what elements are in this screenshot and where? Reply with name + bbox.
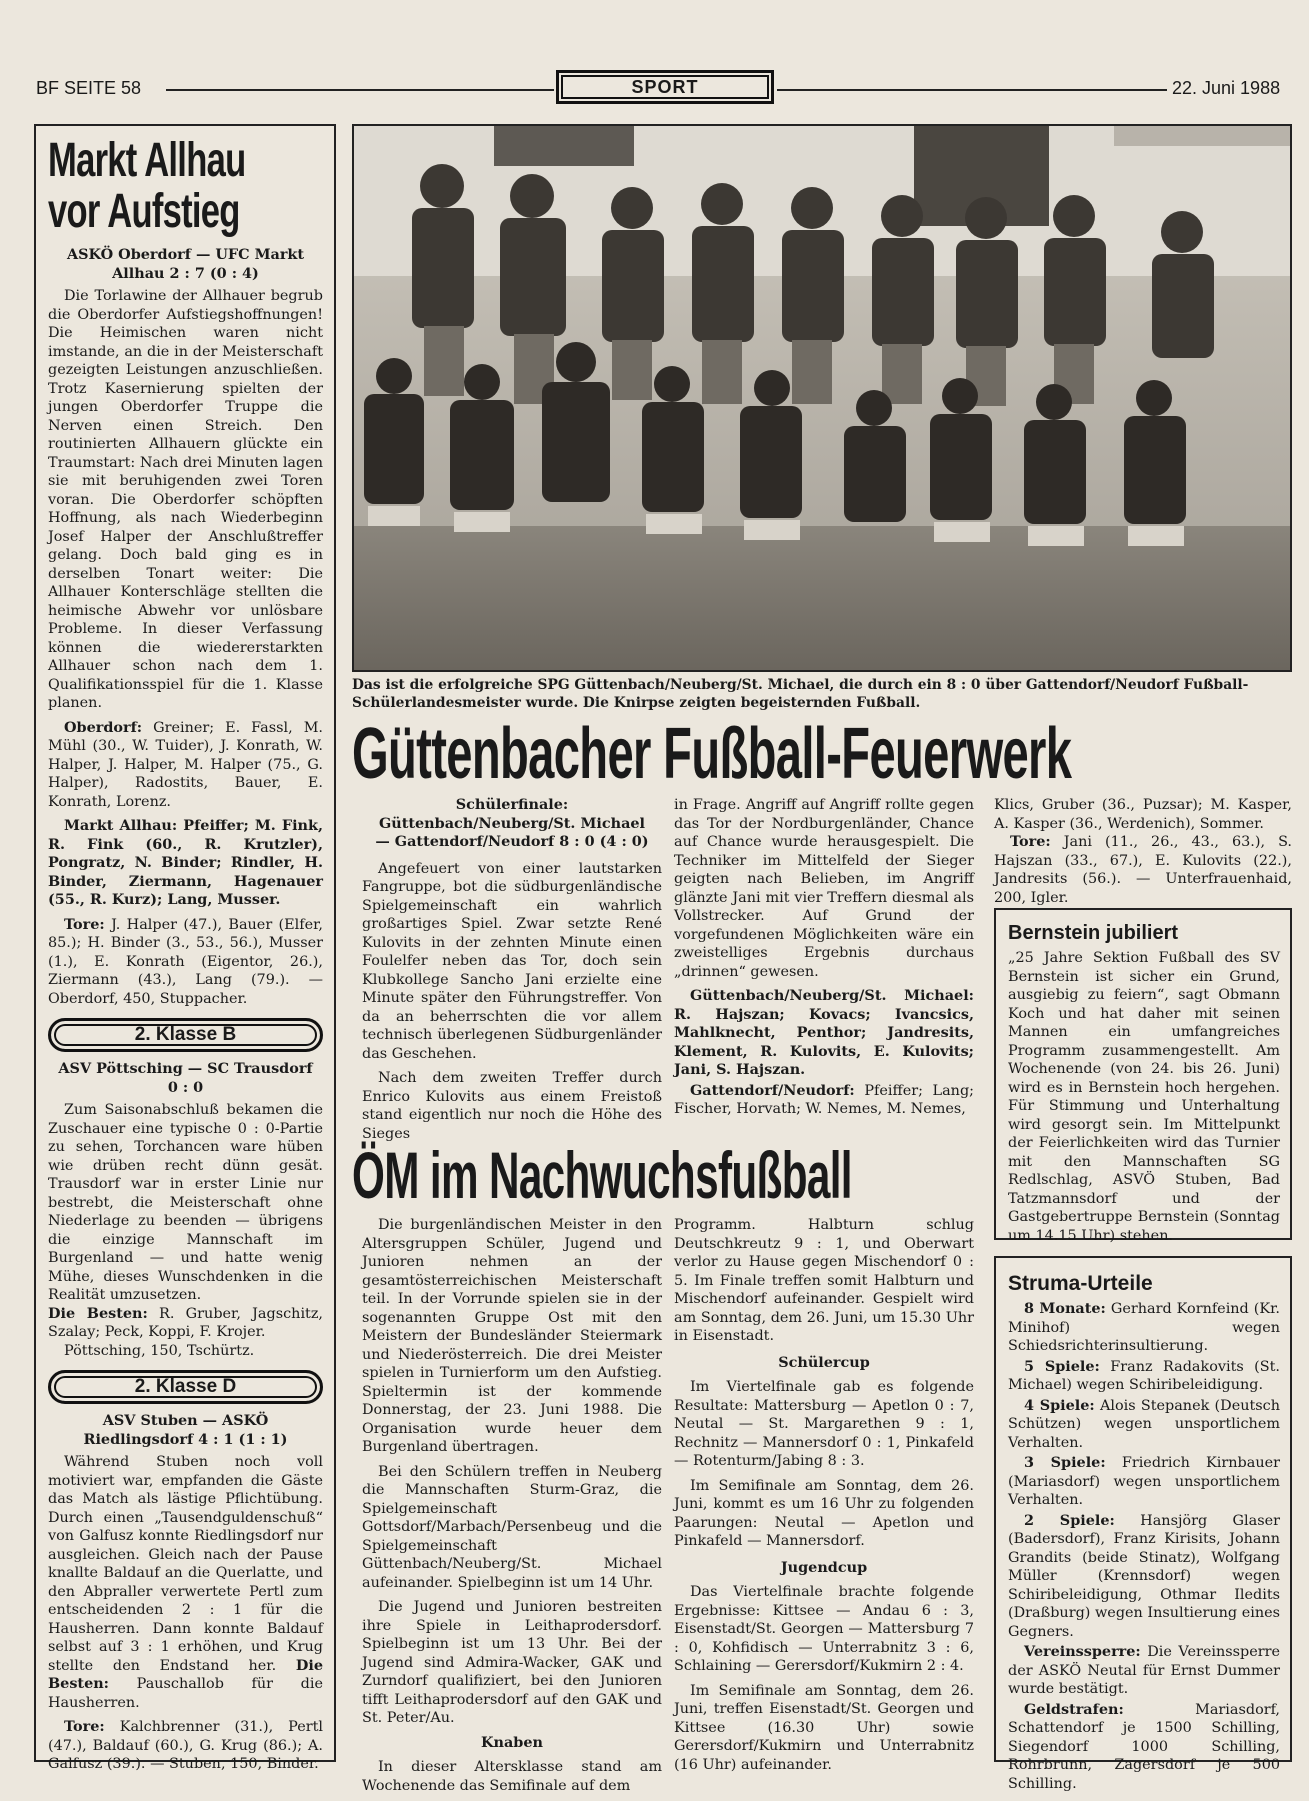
issue-date: 22. Juni 1988 [1172, 78, 1281, 98]
struma-item-text: Friedrich Kirnbauer (Mariasdorf) wegen unsportlichem Verhalten. [1008, 1455, 1280, 1508]
oem-paragraph5: Programm. Halbturn schlug Deutschkreutz 9 : 1, und Oberwart verlor zu Hause gegen Mischendorf 0 : 5. Im Finale treffen somit Halbturn und Mischendorf aufeinander. Gespielt wird am Sonntag, dem 26. Juni, um 15.30 Uhr in Eisenstadt. [674, 1217, 974, 1344]
struma-item-label: 8 Monate: [1024, 1300, 1106, 1317]
struma-item-text: Alois Stepanek (Deutsch Schützen) wegen unsportlichem Verhalten. [1008, 1397, 1280, 1451]
match2-best: R. Gruber, Jagschitz, Szalay; Peck, Koppi, F. Krojer. [48, 1305, 323, 1340]
article2-lineup2-label: Gattendorf/Neudorf: [690, 1081, 855, 1099]
oem-jugendcup-title: Jugendcup [780, 1558, 868, 1576]
struma-item-label: 5 Spiele: [1024, 1357, 1100, 1375]
struma-item-text: Franz Radakovits (St. Michael) wegen Schiribeleidigung. [1008, 1358, 1280, 1393]
struma-item-text: Mariasdorf, Schattendorf je 1500 Schilling, Siegendorf 1000 Schilling, Rohrbrunn, Zagersdorf je 500 Schilling. [1008, 1701, 1280, 1792]
header-rule-right [777, 89, 1167, 91]
struma-item-label: Vereinssperre: [1024, 1643, 1141, 1660]
match3-best: Pauschallob für die Hausherren. [48, 1676, 324, 1711]
oem-paragraph3: Die Jugend und Junioren bestreiten ihre Spiele in Leithaprodersdorf. Spielbeginn ist um 13 Uhr. Bei der Jugend sind Admira-Wacker, GAK und Zurndorf qualifiziert, bei den Junioren tifft Leithaprodersdorf auf den GAK und St. Peter/Au. [362, 1599, 662, 1726]
struma-item-label: 2 Spiele: [1024, 1511, 1115, 1529]
article2-paragraph2: Nach dem zweiten Treffer durch Enrico Kulovits aus einem Freistoß stand eigentlich nur noch die Höhe des Sieges [362, 1070, 662, 1142]
struma-item-text: Die Vereinssperre der ASKÖ Neutal für Ernst Dummer wurde bestätigt. [1008, 1644, 1281, 1697]
article2-paragraph3: in Frage. Angriff auf Angriff rollte gegen das Tor der Nordburgenländer, Chance auf Chance wurde herausgespielt. Die Techniker im Mittelfeld der Sieger geigten nach Belieben, im Angriff glänzte Jani mit vier Treffern diesmal als Vollstrecker. Auf Grund der vorgefundenen Möglichkeiten wäre ein zweistelliges Ergebnis durchaus „drinnen“ gewesen. [674, 797, 974, 980]
oem-paragraph7: Im Semifinale am Sonntag, dem 26. Juni, kommt es um 16 Uhr zu folgenden Paarungen: Neutal — Apetlon und Pinkafeld — Mannersdorf. [674, 1477, 974, 1549]
headline-markt-allhau-1: Markt Allhau [48, 134, 246, 187]
main-headline: Güttenbacher Fußball-Feuerwerk [352, 714, 1072, 794]
article2-col3 [994, 796, 1292, 913]
article2-col2 [674, 796, 974, 1125]
match3-goals: Kalchbrenner (31.), Pertl (47.), Baldauf (60.), G. Krug (86.); A. Galfusz (39.). — Stuben, 150, Binder. [48, 1719, 323, 1772]
match1-lineup2-label: Markt Allhau: [64, 817, 178, 834]
match3-report: Während Stuben noch voll motiviert war, empfanden die Gäste das Match als lästige Pflichtübung. Durch einen „Tausendguldenschuß“ von Galfusz konnte Riedlingsdorf nur ausgleichen. Gleich nach der Pause knallte Baldauf an die Querlatte, und den Abpraller verwertete Pertl zum entscheidenden 2 : 1 für die Hausherren. Dann konnte Baldauf selbst auf 3 : 1 erhöhen, und Krug stellte den Endstand her. [48, 1454, 323, 1674]
struma-item-label: 4 Spiele: [1024, 1396, 1095, 1414]
photo-caption: Das ist die erfolgreiche SPG Güttenbach/Neuberg/St. Michael, die durch ein 8 : 0 über Gattendorf/Neudorf Fußball-Schülerlandesmeister wurde. Die Knirpse zeigten begeisternden Fußball. [352, 677, 1249, 711]
article2-col1 [362, 796, 662, 1149]
match1-report: Die Torlawine der Allhauer begrub die Oberdorfer Aufstiegshoffnungen! Die Heimischen waren nicht imstande, an die in der Meisterschaft gezeigten Leistungen anzuschließen. Trotz Kasernierung spielten der jungen Oberdorfer Truppe die Nerven einen Streich. Den routinierten Allhauern glückte ein Traumstart: Nach drei Minuten lagen sie mit beruhigenden zwei Toren voran. Die Oberdorfer schöpften Hoffnung, als nach Wiederbeginn Josef Halper der Anschlußtreffer gelang. Doch bald ging es in derselben Tonart weiter: Die Allhauer Konterschläge stellten die heimische Abwehr vor unlösbare Probleme. In dieser Verfassung können die wiedererstarkten Allhauer schon nach dem 1. Qualifikationsspiel für die 1. Klasse planen. [48, 288, 323, 711]
match1-lineup1: Greiner; E. Fassl, M. Mühl (30., W. Tuider), J. Konrath, W. Halper, J. Halper, M. Halper (75., G. Halper), Radostits, Bauer, E. Konrath, Lorenz. [48, 719, 323, 810]
match2-title: ASV Pöttsching — SC Trausdorf 0 : 0 [58, 1060, 313, 1096]
match2-report: Zum Saisonabschluß bekamen die Zuschauer eine typische 0 : 0-Partie zu sehen, Torchancen ware hüben wie drüben recht dünn gesät. Trausdorf war in erster Linie nur bestrebt, die Meisterschaft ohne Niederlage zu beenden — übrigens die einzige Mannschaft im Burgenland — und hatte wenig Mühe, dieses Wunschdenken in die Realität umzusetzen. [48, 1102, 323, 1303]
league-label-klasse-b: 2. Klasse B [48, 1018, 323, 1052]
match1-goals-label: Tore: [64, 915, 105, 933]
oem-col1 [362, 1216, 662, 1801]
struma-item-text: Gerhard Kornfeind (Kr. Minihof) wegen Schiedsrichterinsultierung. [1008, 1301, 1280, 1354]
team-photo [352, 124, 1292, 672]
oem-paragraph9: Im Semifinale am Sonntag, dem 26. Juni, treffen Eisenstadt/St. Georgen und Kittsee (16.30 Uhr) sowie Gerersdorf/Kukmirn und Unterrabnitz (16 Uhr) aufeinander. [674, 1682, 974, 1773]
bernstein-box [994, 908, 1292, 1244]
struma-box [994, 1256, 1292, 1792]
match1-goals: J. Halper (47.), Bauer (Elfer, 85.); H. Binder (3., 53., 56.), Musser (1.), E. Konrath (Eigentor, 26.), Ziermann (43.), Lang (79.). — Oberdorf, 450, Stuppacher. [48, 916, 323, 1007]
article2-lineup2: Pfeiffer; Lang; Fischer, Horvath; W. Nemes, M. Nemes, [674, 1082, 975, 1117]
section-label: SPORT [631, 76, 699, 97]
match2-info: Pöttsching, 150, Tschürtz. [64, 1342, 255, 1359]
headline-markt-allhau-2: vor Aufstieg [48, 185, 240, 238]
oem-headline: ÖM im Nachwuchsfußball [352, 1138, 852, 1212]
oem-paragraph2: Bei den Schülern treffen in Neuberg die Mannschaften Sturm-Graz, die Spielgemeinschaft Gottsdorf/Marbach/Persenbeug und die Spielgemeinschaft Güttenbach/Neuberg/St. Michael aufeinander. Spielbeginn ist um 14 Uhr. [362, 1463, 662, 1591]
oem-knaben-title: Knaben [481, 1733, 543, 1751]
section-label-box [556, 70, 774, 104]
match1-title: ASKÖ Oberdorf — UFC Markt Allhau 2 : 7 (0 : 4) [66, 246, 305, 282]
oem-schuelercup-title: Schülercup [778, 1353, 870, 1371]
struma-item-label: Geldstrafen: [1024, 1700, 1124, 1718]
match1-lineup2: Pfeiffer; M. Fink, R. Fink (60., R. Krutzler), Pongratz, N. Binder; Rindler, H. Binder, Ziermann, Hagenauer (55., R. Kurz); Lang, Musser. [48, 817, 323, 908]
match3-title: ASV Stuben — ASKÖ Riedlingsdorf 4 : 1 (1 : 1) [83, 1412, 288, 1448]
header-rule-left [166, 89, 554, 91]
struma-title: Struma-Urteile [1008, 1272, 1153, 1295]
match3-goals-label: Tore: [64, 1718, 105, 1735]
match2-best-label: Die Besten: [48, 1304, 148, 1322]
team-photo-image [354, 126, 1290, 670]
article2-paragraph4: Klics, Gruber (36., Puzsar); M. Kasper, A. Kasper (36., Werdenich), Sommer. [994, 797, 1292, 832]
struma-item-text: Hansjörg Glaser (Badersdorf), Franz Kirisits, Johann Grandits (beide Stinatz), Wolfgang Müller (Krennsdorf) wegen Schiribeleidigung, Othmar Iledits (Draßburg) wegen Insultierung eines Gegners. [1008, 1512, 1280, 1640]
article2-goals-label: Tore: [1010, 833, 1051, 850]
oem-paragraph6: Im Viertelfinale gab es folgende Resultate: Mattersburg — Apetlon 0 : 7, Neutal — St. Margarethen 9 : 1, Rechnitz — Mannersdorf 0 : 1, Pinkafeld — Rotenturm/Jabing 8 : 3. [674, 1379, 974, 1469]
article2-paragraph1: Angefeuert von einer lautstarken Fangruppe, bot die südburgenländische Spielgemeinschaft ein wahrlich großartiges Spiel. Zwar setzte René Kulovits in der zehnten Minute einen Foulelfer neben das Tor, doch sein Klubkollege Sancho Jani erzielte eine Minute später den Führungstreffer. Von da an beherrschten die vor allem technisch überlegenen Südburgenländer das Geschehen. [362, 860, 662, 1062]
article2-goals: Jani (11., 26., 43., 63.), S. Hajszan (33., 67.), E. Kulovits (22.), Jandresits (56.). — Unterfrauenhaid, 200, Igler. [994, 834, 1292, 906]
struma-item-label: 3 Spiele: [1024, 1454, 1106, 1471]
oem-paragraph8: Das Viertelfinale brachte folgende Ergebnisse: Kittsee — Andau 6 : 3, Eisenstadt/St. Georgen — Mattersburg 7 : 0, Kohfidisch — Unterrabnitz 3 : 6, Schlaining — Gerersdorf/Kukmirn 2 : 4. [674, 1584, 974, 1674]
match3-best-label: Die Besten: [48, 1656, 324, 1692]
article2-lineup1: Güttenbach/Neuberg/St. Michael: R. Hajszan; Kovacs; Ivancsics, Mahlknecht, Penthor; Jandresits, Klement, R. Kulovits, E. Kulovits; Jani, S. Hajszan. [674, 987, 974, 1078]
bernstein-text: „25 Jahre Sektion Fußball des SV Bernstein ist sicher ein Grund, ausgiebig zu feiern“, sagt Obmann Koch und hat daher mit seinen Mannen ein umfangreiches Programm zusammengestellt. Am Wochenende (von 24. bis 26. Juni) wird es in Bernstein hoch hergehen. Für Stimmung und Unterhaltung wird gesorgt sein. Im Mittelpunkt der Feierlichkeiten wird das Turnier mit den Mannschaften SG Redlschlag, ASVÖ Stuben, Bad Tatzmannsdorf und der Gastgebertruppe Bernstein (Sonntag um 14.15 Uhr) stehen. [1008, 950, 1280, 1244]
league-label-klasse-d: 2. Klasse D [48, 1370, 323, 1404]
bernstein-title: Bernstein jubiliert [1008, 922, 1179, 944]
oem-col2 [674, 1216, 974, 1780]
oem-paragraph1: Die burgenländischen Meister in den Altersgruppen Schüler, Jugend und Junioren nehmen an der gesamtösterreichischen Meisterschaft teil. In der Vorrunde spielen sie in der sogenannten Gruppe Ost mit den Meistern der Bundesländer Steiermark und Niederösterreich. Die drei Meister spielen in Turnierform um den Aufstieg. Spieltermin ist der kommende Donnerstag, der 23. Juni 1988. Die Organisation wurde heuer dem Burgenland übertragen. [362, 1217, 662, 1455]
match1-lineup1-label: Oberdorf: [64, 718, 143, 736]
page-number: BF SEITE 58 [36, 78, 142, 98]
article2-title: Schülerfinale: Güttenbach/Neuberg/St. Michael — Gattendorf/Neudorf 8 : 0 (4 : 0) [375, 796, 649, 850]
oem-paragraph4: In dieser Altersklasse stand am Wochenende das Semifinale auf dem [362, 1759, 662, 1794]
left-column [48, 136, 323, 1780]
